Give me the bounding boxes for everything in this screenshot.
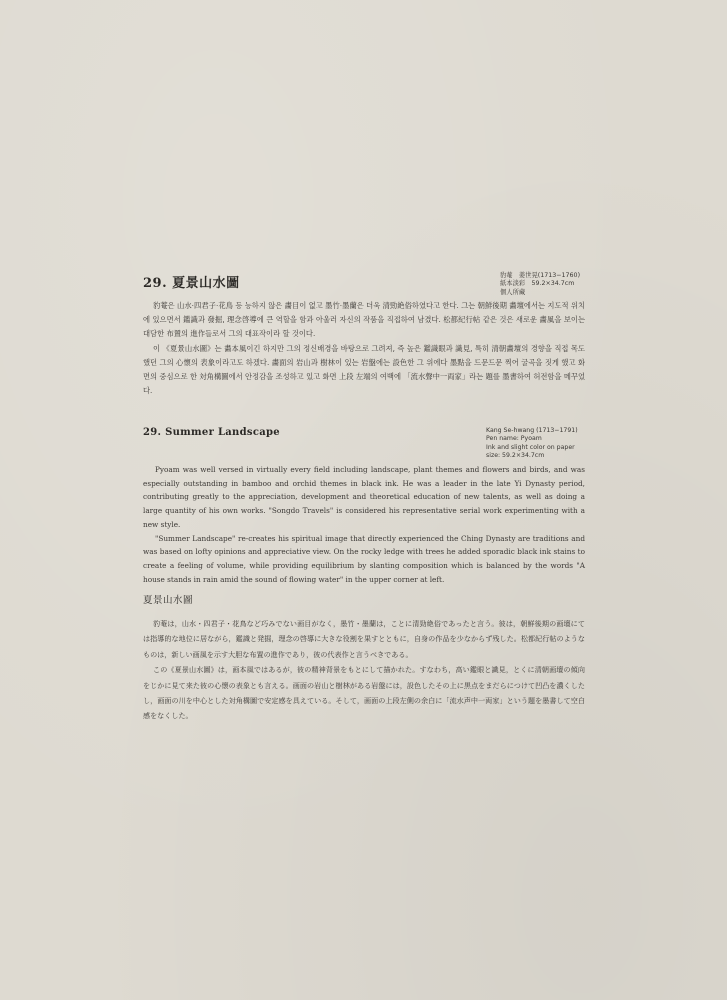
english-title: 29. Summer Landscape bbox=[143, 427, 280, 438]
english-medium: Ink and slight color on paper bbox=[486, 443, 575, 451]
english-pen-name: Pen name: Pyoam bbox=[486, 435, 542, 443]
korean-header bbox=[143, 272, 585, 296]
english-section bbox=[143, 427, 585, 586]
korean-section bbox=[143, 272, 585, 398]
japanese-paragraph: この《夏景山水圖》は，画本風ではあるが，彼の精神背景をもとにして描かれた。すなわち，高い鑑眼と識見，とくに清朝画壇の傾向をじかに見て来た彼の心懐の表象とも言える。画面の岩山と樹林がある岩盤には，設色したその上に黒点をまだらにつけて凹凸を濃くしたし，画面の川を中心とした対角構圖で安定感を具えている。そして，画面の上段左側の余白に「流水声中一両家」という題を墨書して空白感をなくした。 bbox=[143, 665, 585, 721]
japanese-body bbox=[143, 616, 585, 724]
korean-paragraph: 이 《夏景山水圖》는 畵本風이긴 하지만 그의 정신배경을 바탕으로 그려져, 즉 높은 鑑識眼과 識見, 특히 清朝畵壇의 경향을 직접 목도했던 그의 心懷의 表象이라고도 하겠다. 畵面의 岩山과 樹林이 있는 岩盤에는 設色한 그 위에다 墨點을 드문드문 찍어 굴곡을 짓게 했고 화면의 중심으로 한 対角構圖에서 안정감을 조성하고 있고 화면 上段 左端의 여백에 「流水聲中一両家」라는 題를 墨書하여 허전함을 메꾸었다. bbox=[143, 343, 585, 396]
korean-collection: 個人所藏 bbox=[500, 288, 526, 296]
korean-artist-name: 豹菴 姜世晃(1713−1760) bbox=[500, 272, 581, 279]
english-size: size: 59.2×34.7cm bbox=[486, 451, 545, 459]
korean-body bbox=[143, 299, 585, 398]
korean-artist-info bbox=[500, 272, 580, 297]
japanese-paragraph: 豹菴は，山水・四君子・花鳥など巧みでない画目がなく，墨竹・墨蘭は，ことに清勁絶俗であったと言う。彼は，朝鮮後期の画壇にては指導的な地位に居ながら，鑑識と発掘，理念の啓導に大きな役割を果すとともに，自身の作品を少なからず残した。松都紀行帖のようなものは，新しい画風を示す大胆な布置の進作であり，彼の代表作と言うべきである。 bbox=[143, 619, 585, 659]
korean-medium-size: 紙本淡彩 59.2×34.7cm bbox=[500, 280, 575, 288]
english-header bbox=[143, 427, 585, 463]
english-paragraph: Pyoam was well versed in virtually every field including landscape, plant themes and flowers and birds, and was especially outstanding in bamboo and orchid themes in black ink. He was a leader in the late Yi Dynasty period, contributing greatly to the appreciation, development and theoretical education of new talents, as well as doing a large quantity of his own works. "Songdo Travels" is considered his representative serial work experimenting with a new style. bbox=[143, 465, 585, 529]
korean-paragraph: 豹菴은 山水·四君子·花鳥 등 능하지 않은 畵目이 없고 墨竹·墨蘭은 더욱 清勁絶俗하였다고 한다. 그는 朝鮮後期 畵壇에서는 지도적 위치에 있으면서 鑑識과 發掘, 理念啓導에 큰 역할을 함과 아울러 자신의 작품을 직접하여 남겼다. 松都紀行帖 같은 것은 새로운 畵風을 보이는 대담한 布置의 進作들로서 그의 대표작이라 할 것이다. bbox=[143, 301, 585, 339]
korean-title: 29. 夏景山水圖 bbox=[143, 276, 240, 291]
english-artist-info bbox=[486, 427, 578, 460]
english-artist-name: Kang Se-hwang (1713−1791) bbox=[486, 427, 578, 434]
japanese-title: 夏景山水圖 bbox=[143, 595, 194, 606]
japanese-section bbox=[143, 591, 585, 724]
english-paragraph: "Summer Landscape" re-creates his spiritual image that directly experienced the Ching Dynasty are traditions and was based on lofty opinions and appreciative view. On the rocky ledge with trees he added sporadic black ink stains to create a feeling of volume, while providing equilibrium by slanting composition which is balanced by the words "A house stands in rain amid the sound of flowing water" in the upper corner at left. bbox=[143, 533, 585, 584]
english-body bbox=[143, 463, 585, 586]
